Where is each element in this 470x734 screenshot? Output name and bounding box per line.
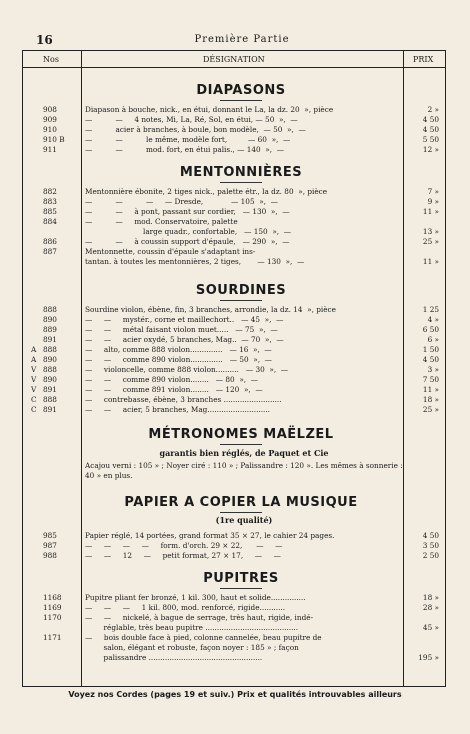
item-ref: 1169: [43, 603, 62, 612]
item-prefix: A: [31, 355, 37, 364]
table-row: [23, 227, 445, 237]
item-ref: 908: [43, 105, 57, 114]
item-price: 11 »: [422, 385, 439, 394]
item-price: 12 »: [422, 145, 439, 154]
item-prefix: V: [31, 385, 37, 394]
item-ref: 890: [43, 375, 57, 384]
item-description: — — mod. fort, en étui palis., — 140 », —: [85, 145, 284, 154]
item-description: — — mystér., corne et maillechort.. — 45 », —: [85, 315, 284, 324]
section-title-text: PUPITRES: [203, 571, 279, 586]
section-paragraph: Acajou verni : 105 » ; Noyer ciré : 110 » ; Palissandre : 120 ». Les mêmes à sonnerie : 40 » en plus.: [85, 461, 403, 480]
table-row: [23, 237, 445, 247]
section-title: [85, 427, 397, 445]
table-row: [23, 247, 445, 257]
item-ref: 887: [43, 247, 57, 256]
item-description: — — acier, 5 branches, Mag...........................: [85, 405, 270, 414]
item-price: 4 50: [422, 125, 439, 134]
item-ref: 891: [43, 385, 57, 394]
item-ref: 891: [43, 405, 57, 414]
item-number: [31, 405, 87, 415]
item-ref: 1168: [43, 593, 62, 602]
table-row: [23, 315, 445, 325]
section-title: [85, 571, 397, 589]
item-price: 2 50: [422, 551, 439, 560]
table-row: [23, 335, 445, 345]
column-header-row: [23, 51, 445, 68]
item-price: 25 »: [422, 405, 439, 414]
item-ref: 911: [43, 145, 57, 154]
section-title-text: DIAPASONS: [196, 83, 286, 98]
section-title: [85, 165, 397, 183]
table-row: [23, 305, 445, 315]
item-prefix: V: [31, 365, 37, 374]
item-ref: 888: [43, 345, 57, 354]
item-ref: 888: [43, 395, 57, 404]
column-header-price: PRIX: [413, 55, 434, 64]
item-ref: 988: [43, 551, 57, 560]
item-description: — — comme 890 violon.............. — 50 », —: [85, 355, 272, 364]
item-description: — acier à branches, à boule, bon modèle, — 50 », —: [85, 125, 306, 134]
item-description: — — — — form. d'orch. 29 × 22, — —: [85, 541, 283, 550]
item-price: 4 »: [427, 315, 439, 324]
item-description: Pupitre pliant fer bronzé, 1 kil. 300, haut et solide...............: [85, 593, 306, 602]
column-header-designation: DÉSIGNATION: [203, 55, 265, 64]
item-description: — — — — Dresde, — 105 », —: [85, 197, 278, 206]
item-ref: 884: [43, 217, 57, 226]
item-description: — — le même, modèle fort, — 60 », —: [85, 135, 291, 144]
price-table: [22, 50, 446, 687]
table-row: [23, 197, 445, 207]
item-prefix: V: [31, 375, 37, 384]
item-description: — — acier oxydé, 5 branches, Mag.. — 70 », —: [85, 335, 284, 344]
section-underline: [220, 100, 262, 101]
table-row: [23, 541, 445, 551]
item-description: réglable, très beau pupitre ........................................: [85, 623, 299, 632]
section-subtitle: garantis bien réglés, de Paquet et Cie: [159, 448, 329, 458]
section-title: [85, 495, 397, 513]
table-row: [23, 593, 445, 603]
part-title: Première Partie: [194, 34, 290, 45]
section-title-text: PAPIER A COPIER LA MUSIQUE: [124, 495, 358, 510]
item-description: Mentonnière ébonite, 2 tiges nick., palette étr., la dz. 80 », pièce: [85, 187, 328, 196]
item-description: — — 12 — petit format, 27 × 17, — —: [85, 551, 281, 560]
item-price: 4 50: [422, 115, 439, 124]
item-price: 4 50: [422, 355, 439, 364]
table-row: [23, 405, 445, 415]
item-description: — — 4 notes, Mi, La, Ré, Sol, en étui, — 50 », —: [85, 115, 298, 124]
table-row: [23, 551, 445, 561]
item-description: — — mod. Conservatoire, palette: [85, 217, 238, 226]
item-prefix: C: [31, 395, 37, 404]
item-price: 1 50: [422, 345, 439, 354]
item-ref: 882: [43, 187, 57, 196]
section-underline: [220, 588, 262, 589]
item-price: 28 »: [422, 603, 439, 612]
item-price: 1 25: [422, 305, 439, 314]
item-price: 3 »: [427, 365, 439, 374]
item-ref: 886: [43, 237, 57, 246]
table-row: [23, 325, 445, 335]
column-header-num: Nos: [43, 55, 59, 64]
table-row: [23, 257, 445, 267]
table-row: [23, 345, 445, 355]
table-row: [23, 365, 445, 375]
item-price: 18 »: [422, 593, 439, 602]
section-underline: [220, 512, 262, 513]
section-title-text: MENTONNIÈRES: [179, 165, 303, 180]
item-ref: 909: [43, 115, 57, 124]
item-description: palissandre .................................................: [85, 653, 263, 662]
table-row: [23, 603, 445, 613]
item-price: 25 »: [422, 237, 439, 246]
item-ref: 883: [43, 197, 57, 206]
item-ref: 890: [43, 315, 57, 324]
section-title: [85, 83, 397, 101]
item-number: [31, 395, 87, 405]
item-prefix: C: [31, 405, 37, 414]
item-prefix: A: [31, 345, 37, 354]
item-description: — — nickelé, à bague de serrage, très haut, rigide, indé-: [85, 613, 314, 622]
item-ref: 985: [43, 531, 57, 540]
item-ref: 885: [43, 207, 57, 216]
table-row: [23, 395, 445, 405]
table-row: [23, 623, 445, 633]
item-ref: 1170: [43, 613, 62, 622]
section-title-text: SOURDINES: [195, 283, 287, 298]
item-description: — — à coussin support d'épaule, — 290 », —: [85, 237, 290, 246]
item-price: 3 50: [422, 541, 439, 550]
item-ref: 891: [43, 335, 57, 344]
section-title: [85, 283, 397, 301]
table-row: [23, 115, 445, 125]
item-price: 11 »: [422, 257, 439, 266]
item-price: 7 50: [422, 375, 439, 384]
item-price: 6 »: [427, 335, 439, 344]
section-underline: [220, 300, 262, 301]
item-ref: 910 B: [43, 135, 65, 144]
item-description: — contrebasse, ébène, 3 branches .........................: [85, 395, 282, 404]
item-description: Papier réglé, 14 portées, grand format 35 × 27, le cahier 24 pages.: [85, 531, 335, 540]
item-description: — alto, comme 888 violon.............. — 16 », —: [85, 345, 272, 354]
table-row: [23, 385, 445, 395]
table-row: [23, 643, 445, 653]
item-description: — violoncelle, comme 888 violon.......... — 30 », —: [85, 365, 289, 374]
section-title-text: MÉTRONOMES MAËLZEL: [148, 427, 334, 442]
table-row: [23, 207, 445, 217]
table-row: [23, 531, 445, 541]
table-row: [23, 135, 445, 145]
item-number: [31, 345, 87, 355]
item-description: Mentonnette, coussin d'épaule s'adaptant ins-: [85, 247, 256, 256]
item-price: 9 »: [427, 197, 439, 206]
item-number: [31, 375, 87, 385]
item-ref: 889: [43, 325, 57, 334]
item-price: 4 50: [422, 531, 439, 540]
item-price: 5 50: [422, 135, 439, 144]
section-underline: [220, 444, 262, 445]
item-description: — — à pont, passant sur cordier, — 130 », —: [85, 207, 290, 216]
item-number: [31, 385, 87, 395]
table-row: [23, 187, 445, 197]
item-description: — — — 1 kil. 800, mod. renforcé, rigide...........: [85, 603, 286, 612]
item-ref: 890: [43, 355, 57, 364]
table-row: [23, 375, 445, 385]
table-row: [23, 217, 445, 227]
item-ref: 888: [43, 365, 57, 374]
table-row: [23, 613, 445, 623]
item-number: [31, 365, 87, 375]
item-description: large quadr., confortable, — 150 », —: [85, 227, 292, 236]
footer-note: Voyez nos Cordes (pages 19 et suiv.) Prix et qualités introuvables ailleurs: [68, 690, 402, 699]
section-subtitle: (1re qualité): [215, 515, 273, 525]
table-row: [23, 125, 445, 135]
page-number: 16: [36, 33, 53, 47]
table-row: [23, 653, 445, 663]
item-price: 45 »: [422, 623, 439, 632]
item-price: 11 »: [422, 207, 439, 216]
table-row: [23, 105, 445, 115]
item-description: — bois double face à pied, colonne cannelée, beau pupitre de: [85, 633, 322, 642]
item-ref: 888: [43, 305, 57, 314]
item-ref: 910: [43, 125, 57, 134]
table-row: [23, 633, 445, 643]
section-underline: [220, 182, 262, 183]
page-header: [36, 33, 448, 47]
item-description: — — comme 891 violon........ — 120 », —: [85, 385, 263, 394]
table-row: [23, 355, 445, 365]
item-description: salon, élégant et robuste, façon noyer : 185 » ; façon: [85, 643, 299, 652]
item-description: — — métal faisant violon muet..... — 75 », —: [85, 325, 278, 334]
item-price: 6 50: [422, 325, 439, 334]
item-ref: 987: [43, 541, 57, 550]
item-price: 18 »: [422, 395, 439, 404]
item-description: — — comme 890 violon........ — 80 », —: [85, 375, 259, 384]
table-row: [23, 145, 445, 155]
item-price: 195 »: [418, 653, 439, 662]
item-description: tantan. à toutes les mentonnières, 2 tiges, — 130 », —: [85, 257, 305, 266]
item-price: 13 »: [422, 227, 439, 236]
item-ref: 1171: [43, 633, 62, 642]
item-description: Diapason à bouche, nick., en étui, donnant le La, la dz. 20 », pièce: [85, 105, 334, 114]
item-price: 2 »: [427, 105, 439, 114]
item-description: Sourdine violon, ébène, fin, 3 branches, arrondie, la dz. 14 », pièce: [85, 305, 336, 314]
item-price: 7 »: [427, 187, 439, 196]
item-number: [31, 355, 87, 365]
